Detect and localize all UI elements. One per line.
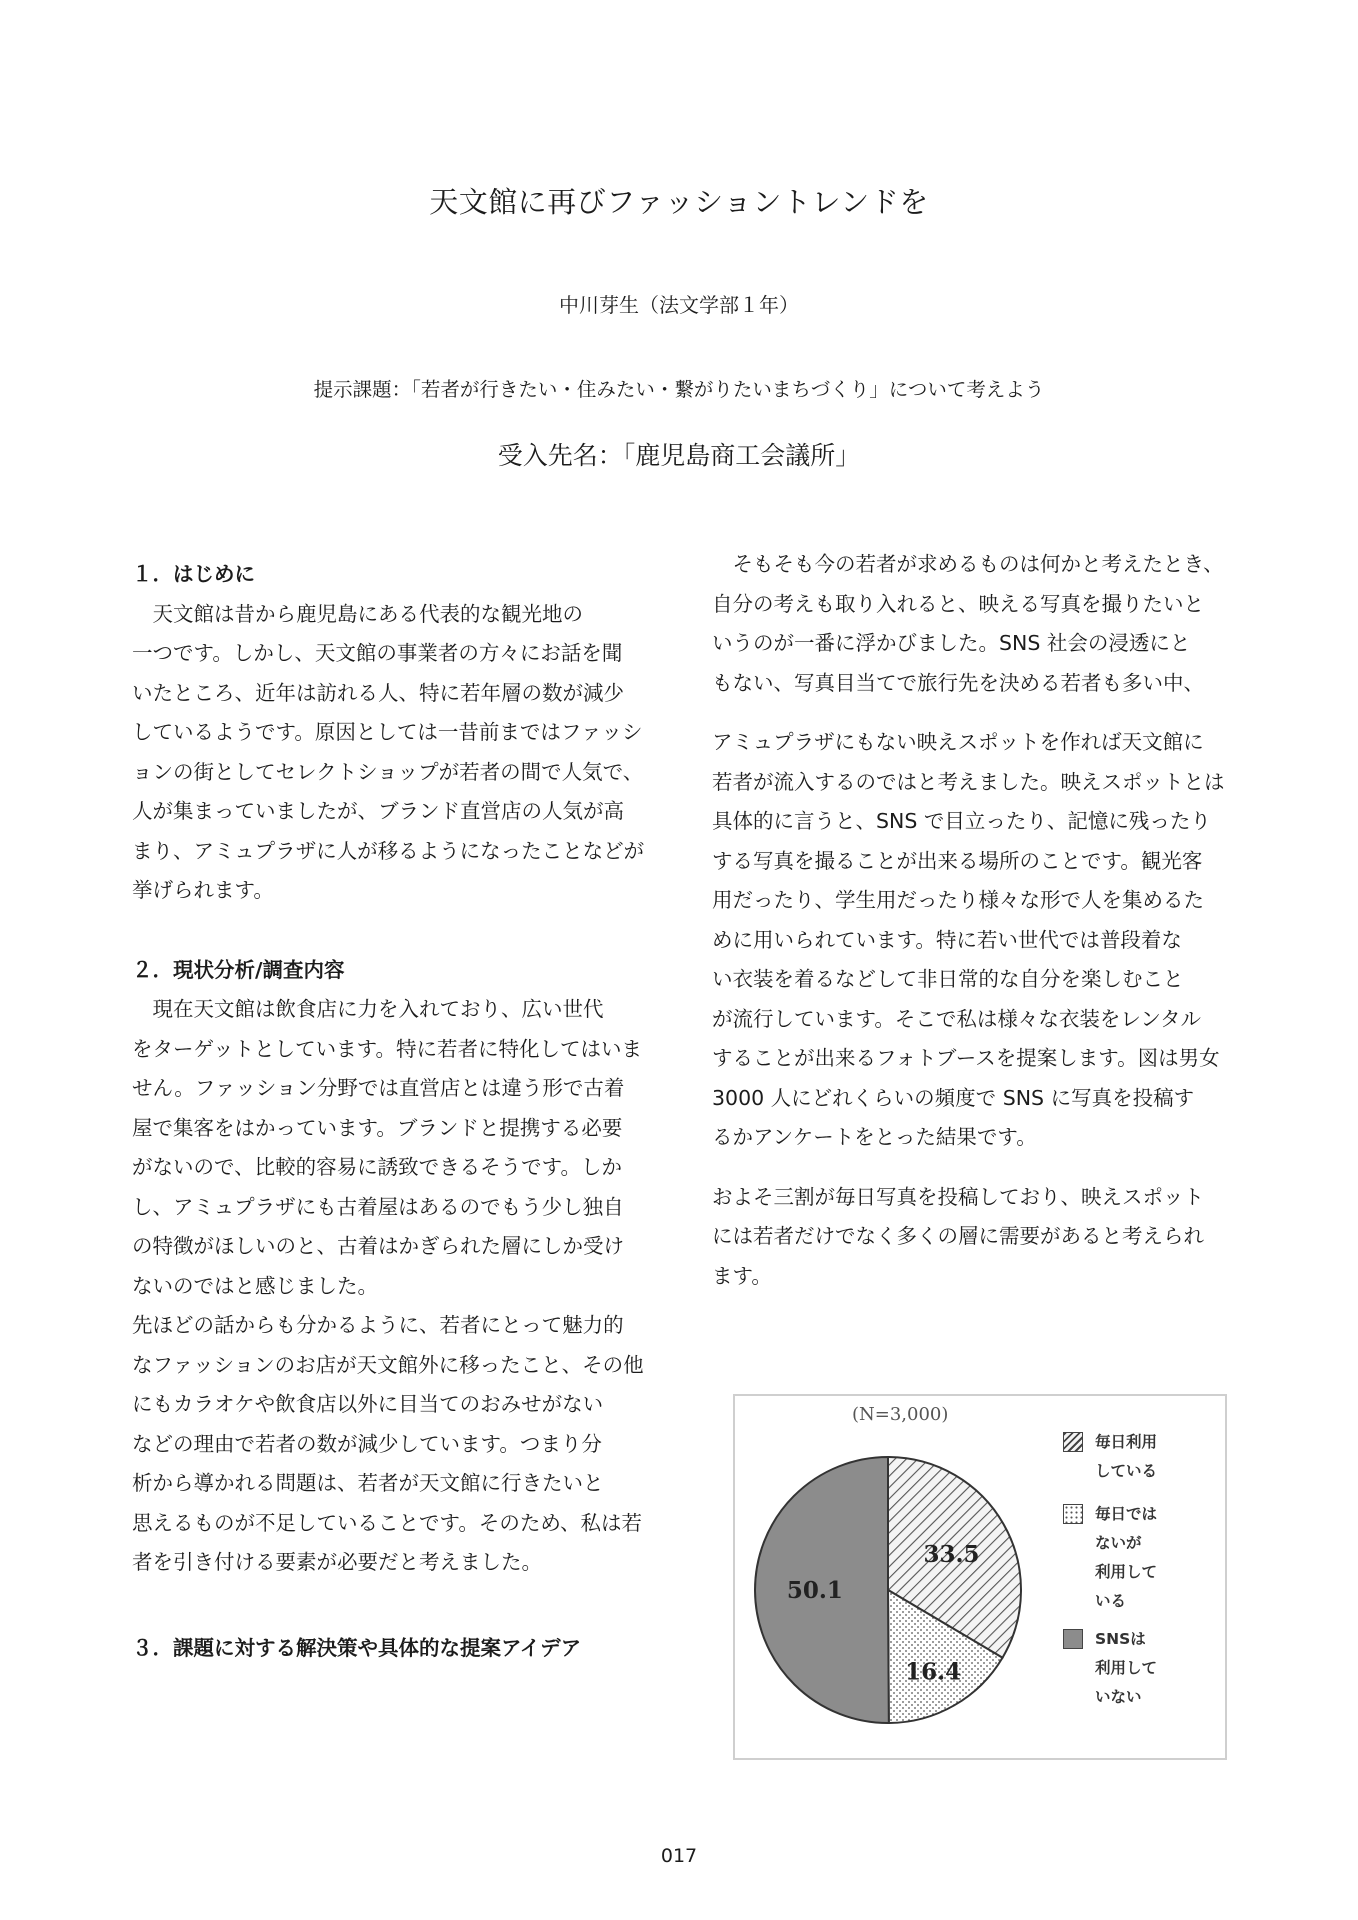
text-line: いうのが一番に浮かびました。SNS 社会の浸透にと	[712, 631, 1191, 655]
text-line: 用だったり、学生用だったり様々な形で人を集めるた	[712, 888, 1204, 912]
text-line: には若者だけでなく多くの層に需要があると考えられ	[712, 1224, 1204, 1248]
text-line: まり、アミュプラザに人が移るようになったことなどが	[132, 838, 645, 863]
text-line: ョンの街としてセレクトショップが若者の間で人気で、	[132, 759, 644, 784]
text-line: ます。	[712, 1263, 772, 1288]
legend-swatch	[1063, 1629, 1083, 1649]
text-line: 先ほどの話からも分かるように、若者にとって魅力的	[132, 1313, 624, 1337]
host-line: 受入先名：「鹿児島商工会議所」	[497, 441, 861, 470]
text-line: する写真を撮ることが出来る場所のことです。観光客	[712, 848, 1203, 873]
text-line: にもカラオケや飲食店以外に目当てのおみせがない	[132, 1392, 604, 1416]
section-1-body	[132, 595, 662, 911]
text-line: 析から導かれる問題は、若者が天文館に行きたいと	[132, 1471, 604, 1495]
text-line: るかアンケートをとった結果です。	[712, 1125, 1037, 1149]
text-line: の特徴がほしいのと、古着はかぎられた層にしか受け	[132, 1234, 624, 1258]
text-line: およそ三割が毎日写真を投稿しており、映えスポット	[712, 1184, 1204, 1209]
task-line: 提示課題：「若者が行きたい・住みたい・繋がりたいまちづくり」について考えよう	[313, 378, 1045, 401]
text-line: そもそも今の若者が求めるものは何かと考えたとき、	[712, 552, 1224, 576]
text-line: 思えるものが不足していることです。そのため、私は若	[132, 1510, 643, 1535]
text-line: 若者が流入するのではと考えました。映えスポットとは	[712, 769, 1225, 794]
text-line: 天文館は昔から鹿児島にある代表的な観光地の	[132, 601, 583, 626]
legend-label: SNSは 利用して いない	[1095, 1630, 1158, 1706]
text-line: もない、写真目当てで旅行先を決める若者も多い中、	[712, 670, 1204, 695]
text-line: などの理由で若者の数が減少しています。つまり分	[132, 1431, 602, 1456]
pie-slice-label: 33.5	[923, 1540, 980, 1568]
text-line: 自分の考えも取り入れると、映える写真を撮りたいと	[712, 591, 1204, 616]
text-line: 人が集まっていましたが、ブランド直営店の人気が高	[132, 799, 624, 823]
section-2-heading: ２．現状分析/調査内容	[132, 957, 345, 982]
legend-swatch	[1063, 1504, 1083, 1524]
chart-sample-size: (N=3,000)	[852, 1404, 949, 1425]
text-line: がないので、比較的容易に誘致できるそうです。しか	[132, 1155, 622, 1179]
author-line: 中川芽生（法文学部１年）	[559, 293, 799, 317]
text-line: ないのではと感じました。	[132, 1273, 378, 1298]
right-paragraph-3	[712, 1178, 1252, 1297]
right-column	[712, 545, 1252, 1296]
text-line: なファッションのお店が天文館外に移ったこと、その他	[132, 1352, 644, 1377]
text-line: い衣装を着るなどして非日常的な自分を楽しむこと	[712, 967, 1184, 991]
text-line: いたところ、近年は訪れる人、特に若年層の数が減少	[132, 680, 624, 705]
text-line: 者を引き付ける要素が必要だと考えました。	[132, 1550, 542, 1574]
text-line: 一つです。しかし、天文館の事業者の方々にお話を聞	[132, 641, 623, 665]
section-3-heading: ３．課題に対する解決策や具体的な提案アイデア	[132, 1635, 582, 1660]
right-paragraph-2	[712, 723, 1252, 1158]
text-line: せん。ファッション分野では直営店とは違う形で古着	[132, 1076, 625, 1100]
text-line: 屋で集客をはかっています。ブランドと提携する必要	[132, 1115, 623, 1140]
pie-slice-label: 50.1	[786, 1577, 843, 1605]
text-line: 具体的に言うと、SNS で目立ったり、記憶に残ったり	[712, 809, 1211, 833]
page-number: 017	[660, 1845, 698, 1867]
page-title: 天文館に再びファッショントレンドを	[429, 185, 929, 219]
legend-label: 毎日では ないが 利用して いる	[1095, 1505, 1158, 1610]
pie-slice-label: 16.4	[905, 1658, 962, 1686]
text-line: が流行しています。そこで私は様々な衣装をレンタル	[712, 1006, 1202, 1031]
text-line: しているようです。原因としては一昔前まではファッシ	[132, 720, 643, 744]
section-1-heading: １．はじめに	[132, 562, 255, 586]
text-line: することが出来るフォトブースを提案します。図は男女	[712, 1046, 1220, 1070]
legend-swatch	[1063, 1432, 1083, 1452]
text-line: 現在天文館は飲食店に力を入れており、広い世代	[132, 997, 604, 1021]
text-line: 挙げられます。	[132, 878, 274, 902]
text-line: 3000 人にどれくらいの頻度で SNS に写真を投稿す	[712, 1085, 1195, 1110]
text-line: をターゲットとしています。特に若者に特化してはいま	[132, 1036, 643, 1061]
right-paragraph-1	[712, 545, 1252, 703]
left-column	[132, 555, 662, 1668]
text-line: めに用いられています。特に若い世代では普段着な	[712, 927, 1182, 952]
text-line: し、アミュプラザにも古着屋はあるのでもう少し独自	[132, 1194, 624, 1219]
section-2-body	[132, 990, 662, 1583]
text-line: アミュプラザにもない映えスポットを作れば天文館に	[712, 730, 1204, 754]
legend-label: 毎日利用 している	[1095, 1433, 1158, 1480]
